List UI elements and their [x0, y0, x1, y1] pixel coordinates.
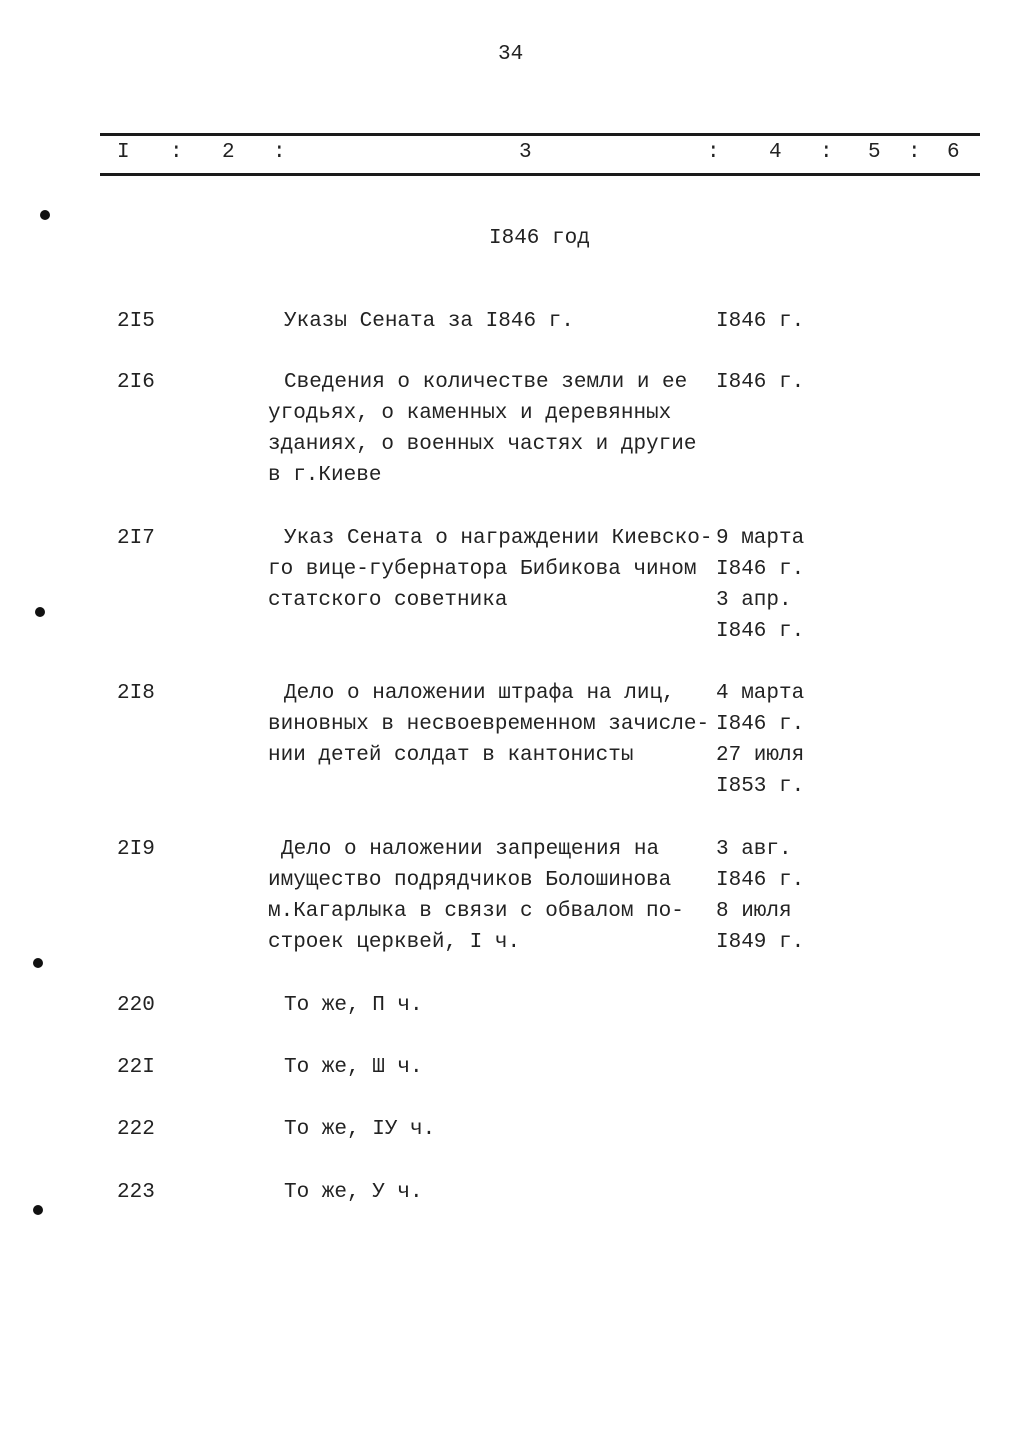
item-number: 220 [117, 994, 155, 1017]
item-description-line: м.Кагарлыка в связи с обвалом по- [268, 900, 684, 923]
column-separator: : [170, 141, 183, 164]
item-description-line: статского советника [268, 589, 508, 612]
header-top-rule [100, 133, 980, 136]
item-date: 3 апр. [716, 589, 792, 612]
item-date: I846 г. [716, 558, 805, 581]
item-number: 222 [117, 1118, 155, 1141]
page-number: 34 [498, 43, 524, 66]
column-number: I [117, 141, 130, 164]
item-description-line: То же, Ш ч. [284, 1056, 423, 1079]
punch-hole-mark [35, 607, 45, 617]
item-description-line: виновных в несвоевременном зачисле- [268, 713, 710, 736]
item-date: I846 г. [716, 310, 805, 333]
column-separator: : [273, 141, 286, 164]
item-date: 8 июля [716, 900, 792, 923]
item-date: I853 г. [716, 775, 805, 798]
item-description-line: в г.Киеве [268, 464, 382, 487]
item-date: I846 г. [716, 371, 805, 394]
item-number: 2I8 [117, 682, 155, 705]
item-number: 2I5 [117, 310, 155, 333]
item-number: 2I6 [117, 371, 155, 394]
item-description-line: имущество подрядчиков Болошинова [268, 869, 672, 892]
item-date: 4 марта [716, 682, 805, 705]
item-date: 3 авг. [716, 838, 792, 861]
section-title: I846 год [489, 227, 590, 250]
item-description-line: нии детей солдат в кантонисты [268, 744, 634, 767]
column-separator: : [820, 141, 833, 164]
column-number: 4 [769, 141, 782, 164]
column-number: 6 [947, 141, 960, 164]
item-description-line: Дело о наложении штрафа на лиц, [284, 682, 675, 705]
punch-hole-mark [33, 958, 43, 968]
punch-hole-mark [40, 210, 50, 220]
item-date: I846 г. [716, 869, 805, 892]
item-description-line: Указ Сената о награждении Киевско- [284, 527, 713, 550]
item-date: 27 июля [716, 744, 805, 767]
item-description-line: Указы Сената за I846 г. [284, 310, 574, 333]
item-date: 9 марта [716, 527, 805, 550]
item-description-line: То же, П ч. [284, 994, 423, 1017]
item-description-line: зданиях, о военных частях и другие [268, 433, 697, 456]
item-number: 22I [117, 1056, 155, 1079]
item-description-line: строек церквей, I ч. [268, 931, 521, 954]
column-separator: : [908, 141, 921, 164]
column-number: 5 [868, 141, 881, 164]
item-description-line: То же, IУ ч. [284, 1118, 436, 1141]
column-number: 2 [222, 141, 235, 164]
header-bottom-rule [100, 173, 980, 176]
item-date: I849 г. [716, 931, 805, 954]
item-description-line: го вице-губернатора Бибикова чином [268, 558, 697, 581]
item-date: I846 г. [716, 620, 805, 643]
item-description-line: Дело о наложении запрещения на [281, 838, 660, 861]
column-separator: : [707, 141, 720, 164]
item-number: 2I9 [117, 838, 155, 861]
item-description-line: То же, У ч. [284, 1181, 423, 1204]
item-date: I846 г. [716, 713, 805, 736]
item-number: 223 [117, 1181, 155, 1204]
column-number: 3 [519, 141, 532, 164]
item-description-line: Сведения о количестве земли и ее [284, 371, 688, 394]
item-description-line: угодьях, о каменных и деревянных [268, 402, 672, 425]
item-number: 2I7 [117, 527, 155, 550]
punch-hole-mark [33, 1205, 43, 1215]
